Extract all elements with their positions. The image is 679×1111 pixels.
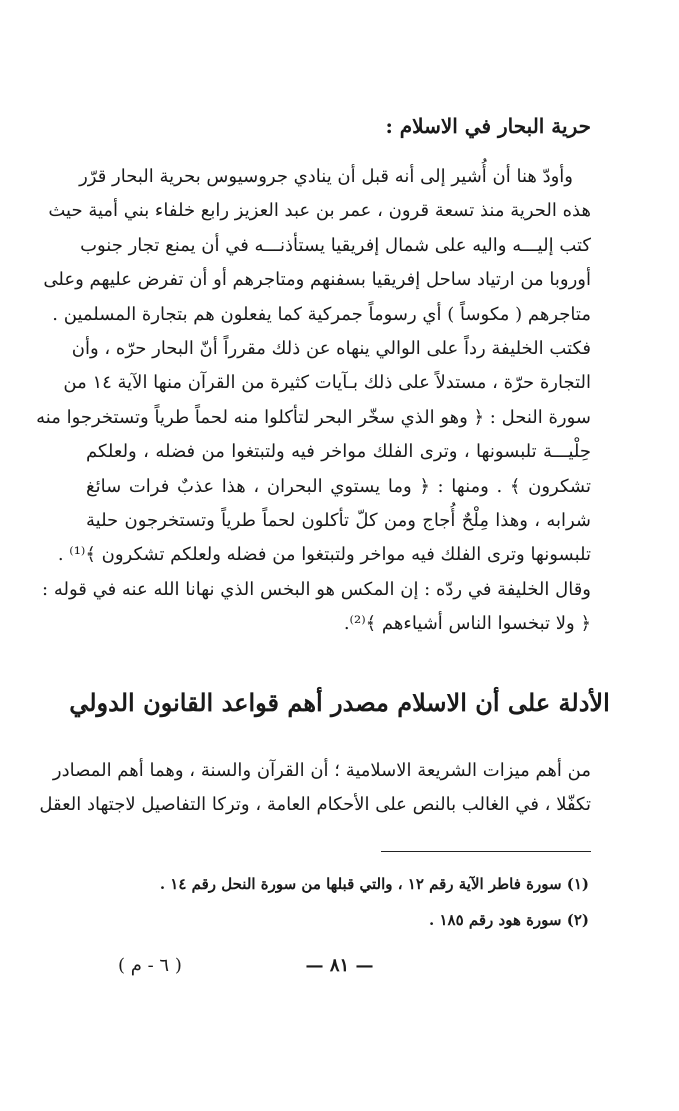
paragraph-line: شرابه ، وهذا مِلْحٌ أُجاج ومن كلّ تأكلون لحماً طرياً وتستخرجون حلية — [86, 509, 591, 531]
paragraph-line: التجارة حرّة ، مستدلاً على ذلك بـآيات كثيرة من القرآن منها الآية ١٤ من — [63, 372, 591, 394]
paragraph-line: متاجرهم ( مكوساً ) أي رسوماً جمركية كما يفعلون هم بتجارة المسلمين . — [52, 303, 591, 325]
footnote-divider — [381, 851, 591, 852]
footnote-1: (١) سورة فاطر الآية رقم ١٢ ، والتي قبلها من سورة النحل رقم ١٤ . — [159, 875, 589, 893]
section-title: الأدلة على أن الاسلام مصدر أهم قواعد القانون الدولي — [69, 688, 610, 717]
paragraph-line: هذه الحرية منذ تسعة قرون ، عمر بن عبد العزيز رابع خلفاء بني أمية حيث — [48, 200, 591, 222]
page-number: — ٨١ — — [305, 955, 374, 976]
paragraph-line: تلبسونها وترى الفلك فيه مواخر ولتبتغوا من فضله ولعلكم تشكرون ﴾⁽¹⁾ . — [57, 544, 591, 566]
paragraph-line: سورة النحل : ﴿ وهو الذي سخّر البحر لتأكلوا منه لحماً طرياً وتستخرجوا منه — [36, 406, 591, 428]
paragraph-line: تشكرون ﴾ . ومنها : ﴿ وما يستوي البحران ، هذا عذبٌ فرات سائغ — [86, 475, 591, 497]
paragraph-line: حِلْيـــة تلبسونها ، وترى الفلك مواخر فيه ولتبتغوا من فضله ، ولعلكم — [86, 441, 591, 463]
footnotes — [109, 866, 589, 938]
paragraph-line: ﴿ ولا تبخسوا الناس أشياءهم ﴾⁽²⁾. — [343, 613, 591, 635]
print-signature: ( ٦ - م ) — [118, 955, 182, 976]
section-paragraph — [39, 754, 591, 823]
paragraph-line: من أهم ميزات الشريعة الاسلامية ؛ أن القرآن والسنة ، وهما أهم المصادر — [52, 760, 591, 781]
footnote-2: (٢) سورة هود رقم ١٨٥ . — [429, 911, 589, 929]
paragraph-line: أوروبا من ارتياد ساحل إفريقيا بسفنهم ومتاجرهم أو أن تفرض عليهم وعلى — [43, 269, 591, 291]
section-heading: حرية البحار في الاسلام : — [385, 114, 591, 138]
paragraph-line: كتب إليـــه واليه على شمال إفريقيا يستأذنـــه في أن يمنع تجار جنوب — [80, 234, 591, 256]
paragraph-line: وأودّ هنا أن أُشير إلى أنه قبل أن ينادي جروسيوس بحرية البحار قرّر — [79, 166, 573, 187]
paragraph-line: فكتب الخليفة رداً على الوالي ينهاه عن ذلك مقرراً أنّ البحار حرّه ، وأن — [71, 337, 591, 359]
paragraph-line: تكفّلا ، في الغالب بالنص على الأحكام العامة ، وتركا التفاصيل لاجتهاد العقل — [39, 794, 591, 816]
paragraph-line: وقال الخليفة في ردّه : إن المكس هو البخس الذي نهانا الله عنه في قوله : — [42, 578, 591, 600]
main-paragraph — [36, 160, 591, 641]
